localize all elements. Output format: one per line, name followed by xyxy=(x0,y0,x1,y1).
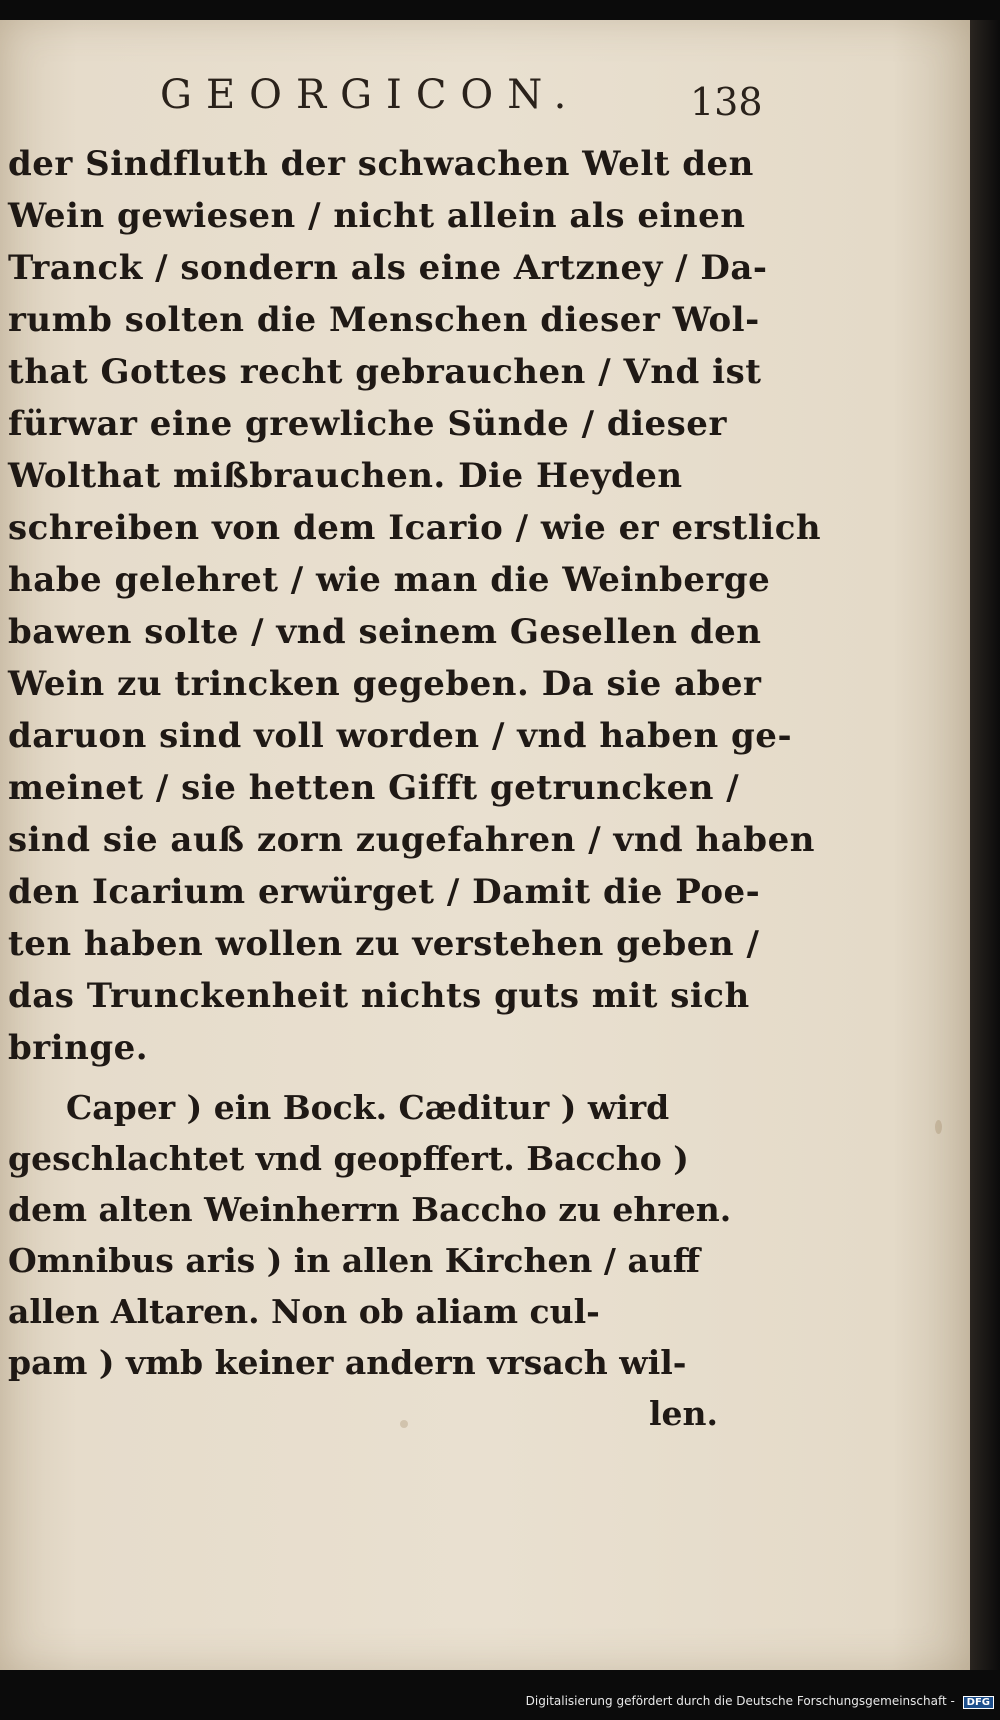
text-line: ten haben wollen zu verstehen geben / xyxy=(8,924,760,964)
gloss-line: dem alten Weinherrn Baccho zu ehren. xyxy=(8,1190,732,1229)
gloss-line: pam ) vmb keiner andern vrsach wil- xyxy=(8,1343,687,1382)
dfg-logo: DFG xyxy=(963,1696,994,1709)
gloss-line: Omnibus aris ) in allen Kirchen / auff xyxy=(8,1241,700,1280)
text-line: schreiben von dem Icario / wie er erstlich xyxy=(8,508,822,548)
book-spine-shadow xyxy=(970,20,1000,1670)
gloss-line: geschlachtet vnd geopffert. Baccho ) xyxy=(8,1139,689,1178)
text-line: Wolthat mißbrauchen. Die Heyden xyxy=(8,456,683,496)
text-line: fürwar eine grewliche Sünde / dieser xyxy=(8,404,727,444)
main-text xyxy=(8,138,822,1074)
gloss-line: len. xyxy=(648,1394,718,1433)
gloss-line: allen Altaren. Non ob aliam cul- xyxy=(8,1292,600,1331)
credit-text: Digitalisierung gefördert durch die Deutsche Forschungsgemeinschaft - xyxy=(525,1694,955,1708)
text-line: das Trunckenheit nichts guts mit sich xyxy=(8,976,750,1016)
text-line: meinet / sie hetten Gifft getruncken / xyxy=(8,768,740,808)
digitization-credit xyxy=(526,1694,994,1714)
text-line: Tranck / sondern als eine Artzney / Da- xyxy=(8,248,768,288)
running-title: GEORGICON. xyxy=(160,72,581,118)
text-line: habe gelehret / wie man die Weinberge xyxy=(8,560,771,600)
text-line: sind sie auß zorn zugefahren / vnd haben xyxy=(8,820,815,860)
text-line: der Sindfluth der schwachen Welt den xyxy=(8,144,754,184)
text-line: that Gottes recht gebrauchen / Vnd ist xyxy=(8,352,762,392)
text-line: bawen solte / vnd seinem Gesellen den xyxy=(8,612,762,652)
page-number: 138 xyxy=(690,80,763,124)
text-line: den Icarium erwürget / Damit die Poe- xyxy=(8,872,761,912)
gloss-notes xyxy=(8,1082,748,1439)
text-line: Wein gewiesen / nicht allein als einen xyxy=(8,196,746,236)
ink-speck xyxy=(935,1120,942,1134)
gloss-line: Caper ) ein Bock. Cæditur ) wird xyxy=(66,1088,670,1127)
text-line: Wein zu trincken gegeben. Da sie aber xyxy=(8,664,762,704)
text-line: bringe. xyxy=(8,1028,149,1068)
text-line: daruon sind voll worden / vnd haben ge- xyxy=(8,716,793,756)
text-line: rumb solten die Menschen dieser Wol- xyxy=(8,300,760,340)
